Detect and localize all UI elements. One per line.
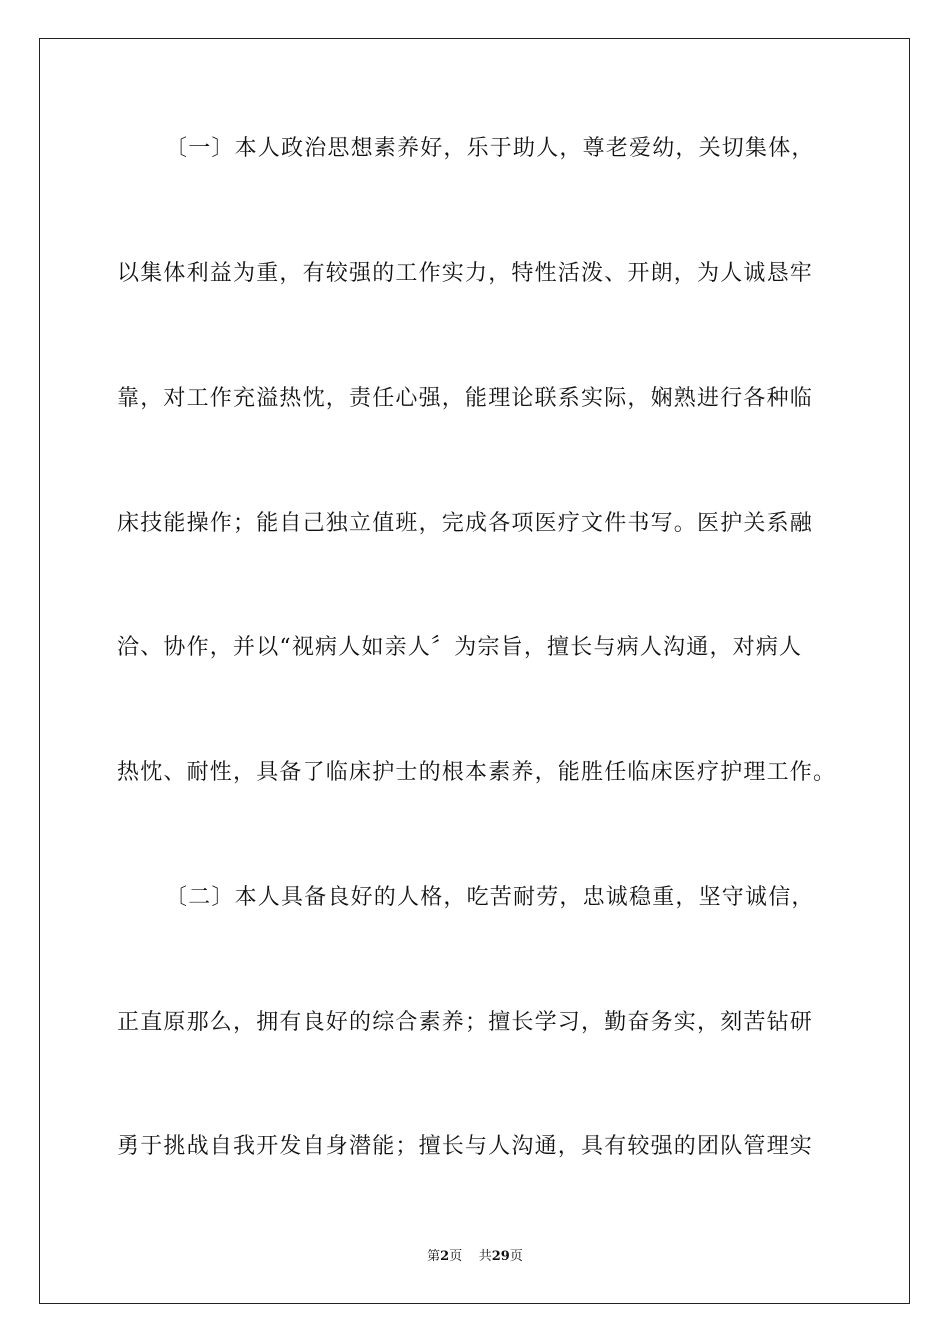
paragraph-2-line-3: 勇于挑战自我开发自身潜能；擅长与人沟通，具有较强的团队管理实 — [117, 1134, 814, 1159]
paragraph-1-line-3: 靠，对工作充溢热忱，责任心强，能理论联系实际，娴熟进行各种临 — [117, 386, 814, 411]
paragraph-1-line-1: 〔一〕本人政治思想素养好，乐于助人，尊老爱幼，关切集体， — [165, 136, 815, 161]
footer-total-suffix: 页 — [509, 1249, 523, 1264]
paragraph-1-line-5: 洽、协作，并以“视病人如亲人〞为宗旨，擅长与病人沟通，对病人 — [117, 635, 803, 660]
paragraph-1-line-6: 热忱、耐性，具备了临床护士的根本素养，能胜任临床医疗护理工作。 — [117, 760, 837, 785]
footer-page-suffix: 页 — [449, 1249, 463, 1264]
paragraph-1-line-2: 以集体利益为重，有较强的工作实力，特性活泼、开朗，为人诚恳牢 — [117, 261, 814, 286]
paragraph-1-line-4: 床技能操作；能自己独立值班，完成各项医疗文件书写。医护关系融 — [117, 511, 814, 536]
footer-page-number: 2 — [440, 1249, 450, 1264]
footer-page-prefix: 第 — [427, 1249, 441, 1264]
page-footer — [0, 1248, 950, 1266]
footer-total-prefix: 共 — [478, 1249, 492, 1264]
paragraph-2-line-2: 正直原那么，拥有良好的综合素养；擅长学习，勤奋务实，刻苦钻研 — [117, 1010, 814, 1035]
paragraph-2-line-1: 〔二〕本人具备良好的人格，吃苦耐劳，忠诚稳重，坚守诚信， — [165, 885, 815, 910]
page-border — [39, 38, 910, 1304]
footer-total-pages: 29 — [491, 1249, 510, 1264]
